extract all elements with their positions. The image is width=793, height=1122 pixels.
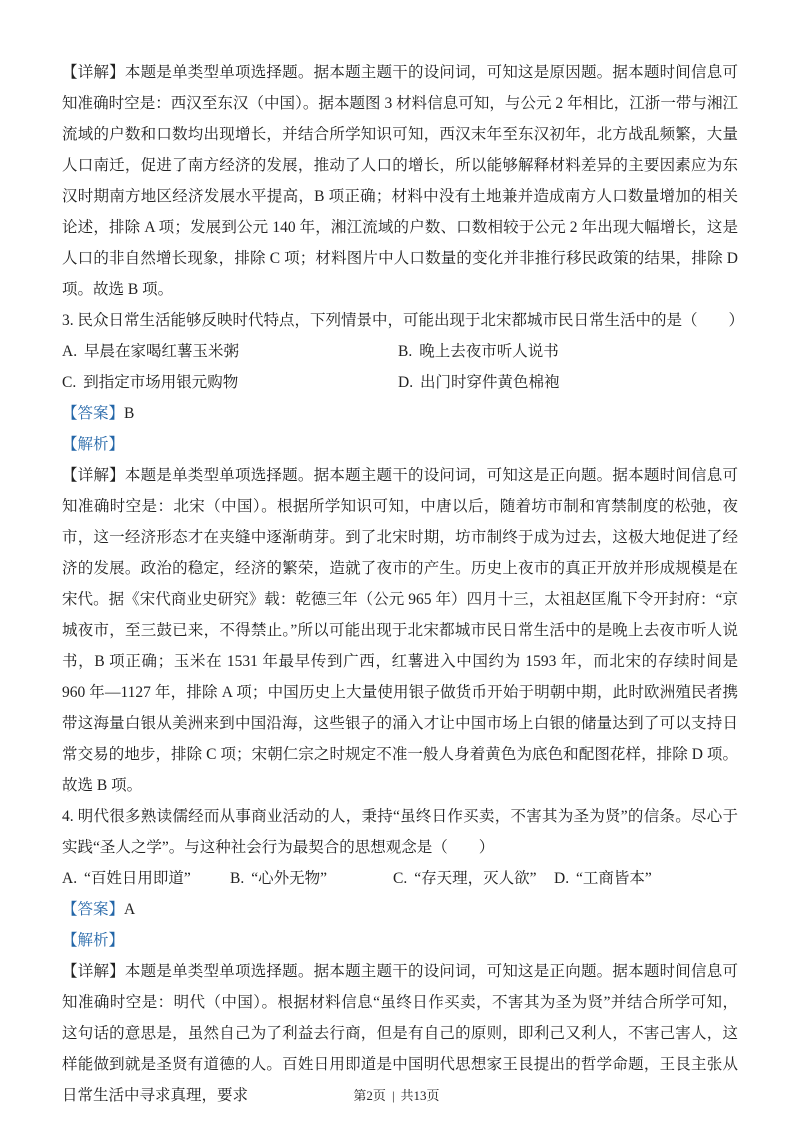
q2-detail-text: 本题是单类型单项选择题。据本题主题干的设问词，可知这是原因题。据本题时间信息可知准确时空是：西汉至东汉（中国）。据本题图 3 材料信息可知，与公元 2 年相比，江浙一带与湘江流域的户数和口数均出现增长，并结合所学知识可知，西汉末年至东汉初年，北方战乱频繁，大量人口南迁，促进了南方经济的发展，推动了人口的增长，所以能够解释材料差异的主要因素应为东汉时期南方地区经济发展水平提高，B 项正确；材料中没有土地兼并造成南方人口数量增加的相关论述，排除 A 项；发展到公元 140 年，湘江流域的户数、口数相较于公元 2 年出现大幅增长，这是人口的非自然增长现象，排除 C 项；材料图片中人口数量的变化并非推行移民政策的结果，排除 D 项。故选 B 项。 bbox=[62, 64, 738, 298]
q3-option-a-label: A. bbox=[62, 343, 78, 360]
detail-label: 【详解】 bbox=[62, 467, 125, 484]
q3-option-d bbox=[398, 367, 738, 398]
q4-answer-value: A bbox=[124, 901, 136, 918]
q3-analysis-line bbox=[62, 429, 738, 460]
question-3: 3. 民众日常生活能够反映时代特点，下列情景中，可能出现于北宋都城市民日常生活中的是（ ） bbox=[62, 312, 745, 329]
q4-option-a bbox=[62, 863, 230, 894]
q4-option-c bbox=[393, 863, 554, 894]
footer-page-number: 第2页 bbox=[353, 1088, 386, 1103]
page-footer bbox=[0, 1085, 793, 1104]
q3-option-d-label: D. bbox=[398, 374, 414, 391]
footer-separator: | bbox=[391, 1088, 395, 1103]
detail-label: 【详解】 bbox=[62, 64, 125, 81]
q3-answer-line bbox=[62, 398, 738, 429]
q4-option-b-text: “心外无物” bbox=[251, 870, 327, 887]
answer-label: 【答案】 bbox=[62, 405, 125, 422]
q3-answer-value: B bbox=[124, 405, 135, 422]
analysis-label: 【解析】 bbox=[62, 932, 125, 949]
q4-option-b-label: B. bbox=[230, 870, 245, 887]
q4-answer-line bbox=[62, 894, 738, 925]
q4-option-d-text: “工商皆本” bbox=[576, 870, 652, 887]
q3-detail-text: 本题是单类型单项选择题。据本题主题干的设问词，可知这是正向题。据本题时间信息可知准确时空是：北宋（中国）。根据所学知识可知，中唐以后，随着坊市制和宵禁制度的松弛，夜市，这一经济形态才在夹缝中逐渐萌芽。到了北宋时期，坊市制终于成为过去，这极大地促进了经济的发展。政治的稳定，经济的繁荣，造就了夜市的产生。历史上夜市的真正开放并形成规模是在宋代。据《宋代商业史研究》载：乾德三年（公元 965 年）四月十三，太祖赵匡胤下令开封府：“京城夜市，至三鼓已来，不得禁止。”所以可能出现于北宋都城市民日常生活中的是晚上去夜市听人说书，B 项正确；玉米在 1531 年最早传到广西，红薯进入中国约为 1593 年，而北宋的存续时间是 960 年—1127 年，排除 A 项；中国历史上大量使用银子做货币开始于明朝中期，此时欧洲殖民者携带这海量白银从美洲来到中国沿海，这些银子的涌入才让中国市场上白银的储量达到了可以支持日常交易的地步，排除 C 项；宋朝仁宗之时规定不准一般人身着黄色为底色和配图花样，排除 D 项。故选 B 项。 bbox=[62, 467, 738, 794]
q3-option-c-text: 到指定市场用银元购物 bbox=[83, 374, 239, 391]
q3-option-c-label: C. bbox=[62, 374, 77, 391]
q4-option-a-text: “百姓日用即道” bbox=[84, 870, 191, 887]
q3-option-a-text: 早晨在家喝红薯玉米粥 bbox=[84, 343, 240, 360]
q3-options bbox=[62, 336, 738, 398]
footer-total-pages: 共13页 bbox=[400, 1088, 440, 1103]
q3-option-c bbox=[62, 367, 398, 398]
q4-option-d bbox=[554, 863, 738, 894]
answer-label: 【答案】 bbox=[62, 901, 125, 918]
q4-option-b bbox=[230, 863, 393, 894]
detail-label: 【详解】 bbox=[62, 963, 125, 980]
q4-analysis-line bbox=[62, 925, 738, 956]
analysis-label: 【解析】 bbox=[62, 436, 125, 453]
q4-option-c-text: “存天理，灭人欲” bbox=[414, 870, 537, 887]
q3-option-b bbox=[398, 336, 738, 367]
q4-detail-text: 本题是单类型单项选择题。据本题主题干的设问词，可知这是正向题。据本题时间信息可知准确时空是：明代（中国）。根据材料信息“虽终日作买卖，不害其为圣为贤”并结合所学可知， 这句话的意思是，虽然自己为了利益去行商，但是有自己的原则，即利己又利人，不害己害人，这样能做到就是圣贤有道德的人。百姓日用即道是中国明代思想家王艮提出的哲学命题，王艮主张从日常生活中寻求真理，要求 bbox=[62, 963, 738, 1104]
q3-detail-paragraph bbox=[62, 460, 738, 801]
page-content bbox=[62, 57, 745, 1111]
q3-option-b-label: B. bbox=[398, 343, 413, 360]
q3-option-d-text: 出门时穿件黄色棉袍 bbox=[420, 374, 560, 391]
q4-options bbox=[62, 863, 738, 894]
question-4: 4. 明代很多熟读儒经而从事商业活动的人，秉持“虽终日作买卖，不害其为圣为贤”的信条。尽心于实践“圣人之学”。与这种社会行为最契合的思想观念是（ ） bbox=[62, 808, 738, 856]
q3-option-b-text: 晚上去夜市听人说书 bbox=[419, 343, 559, 360]
q2-detail-paragraph bbox=[62, 57, 738, 305]
q4-option-d-label: D. bbox=[554, 870, 570, 887]
q3-option-a bbox=[62, 336, 398, 367]
q4-option-c-label: C. bbox=[393, 870, 408, 887]
q4-option-a-label: A. bbox=[62, 870, 78, 887]
